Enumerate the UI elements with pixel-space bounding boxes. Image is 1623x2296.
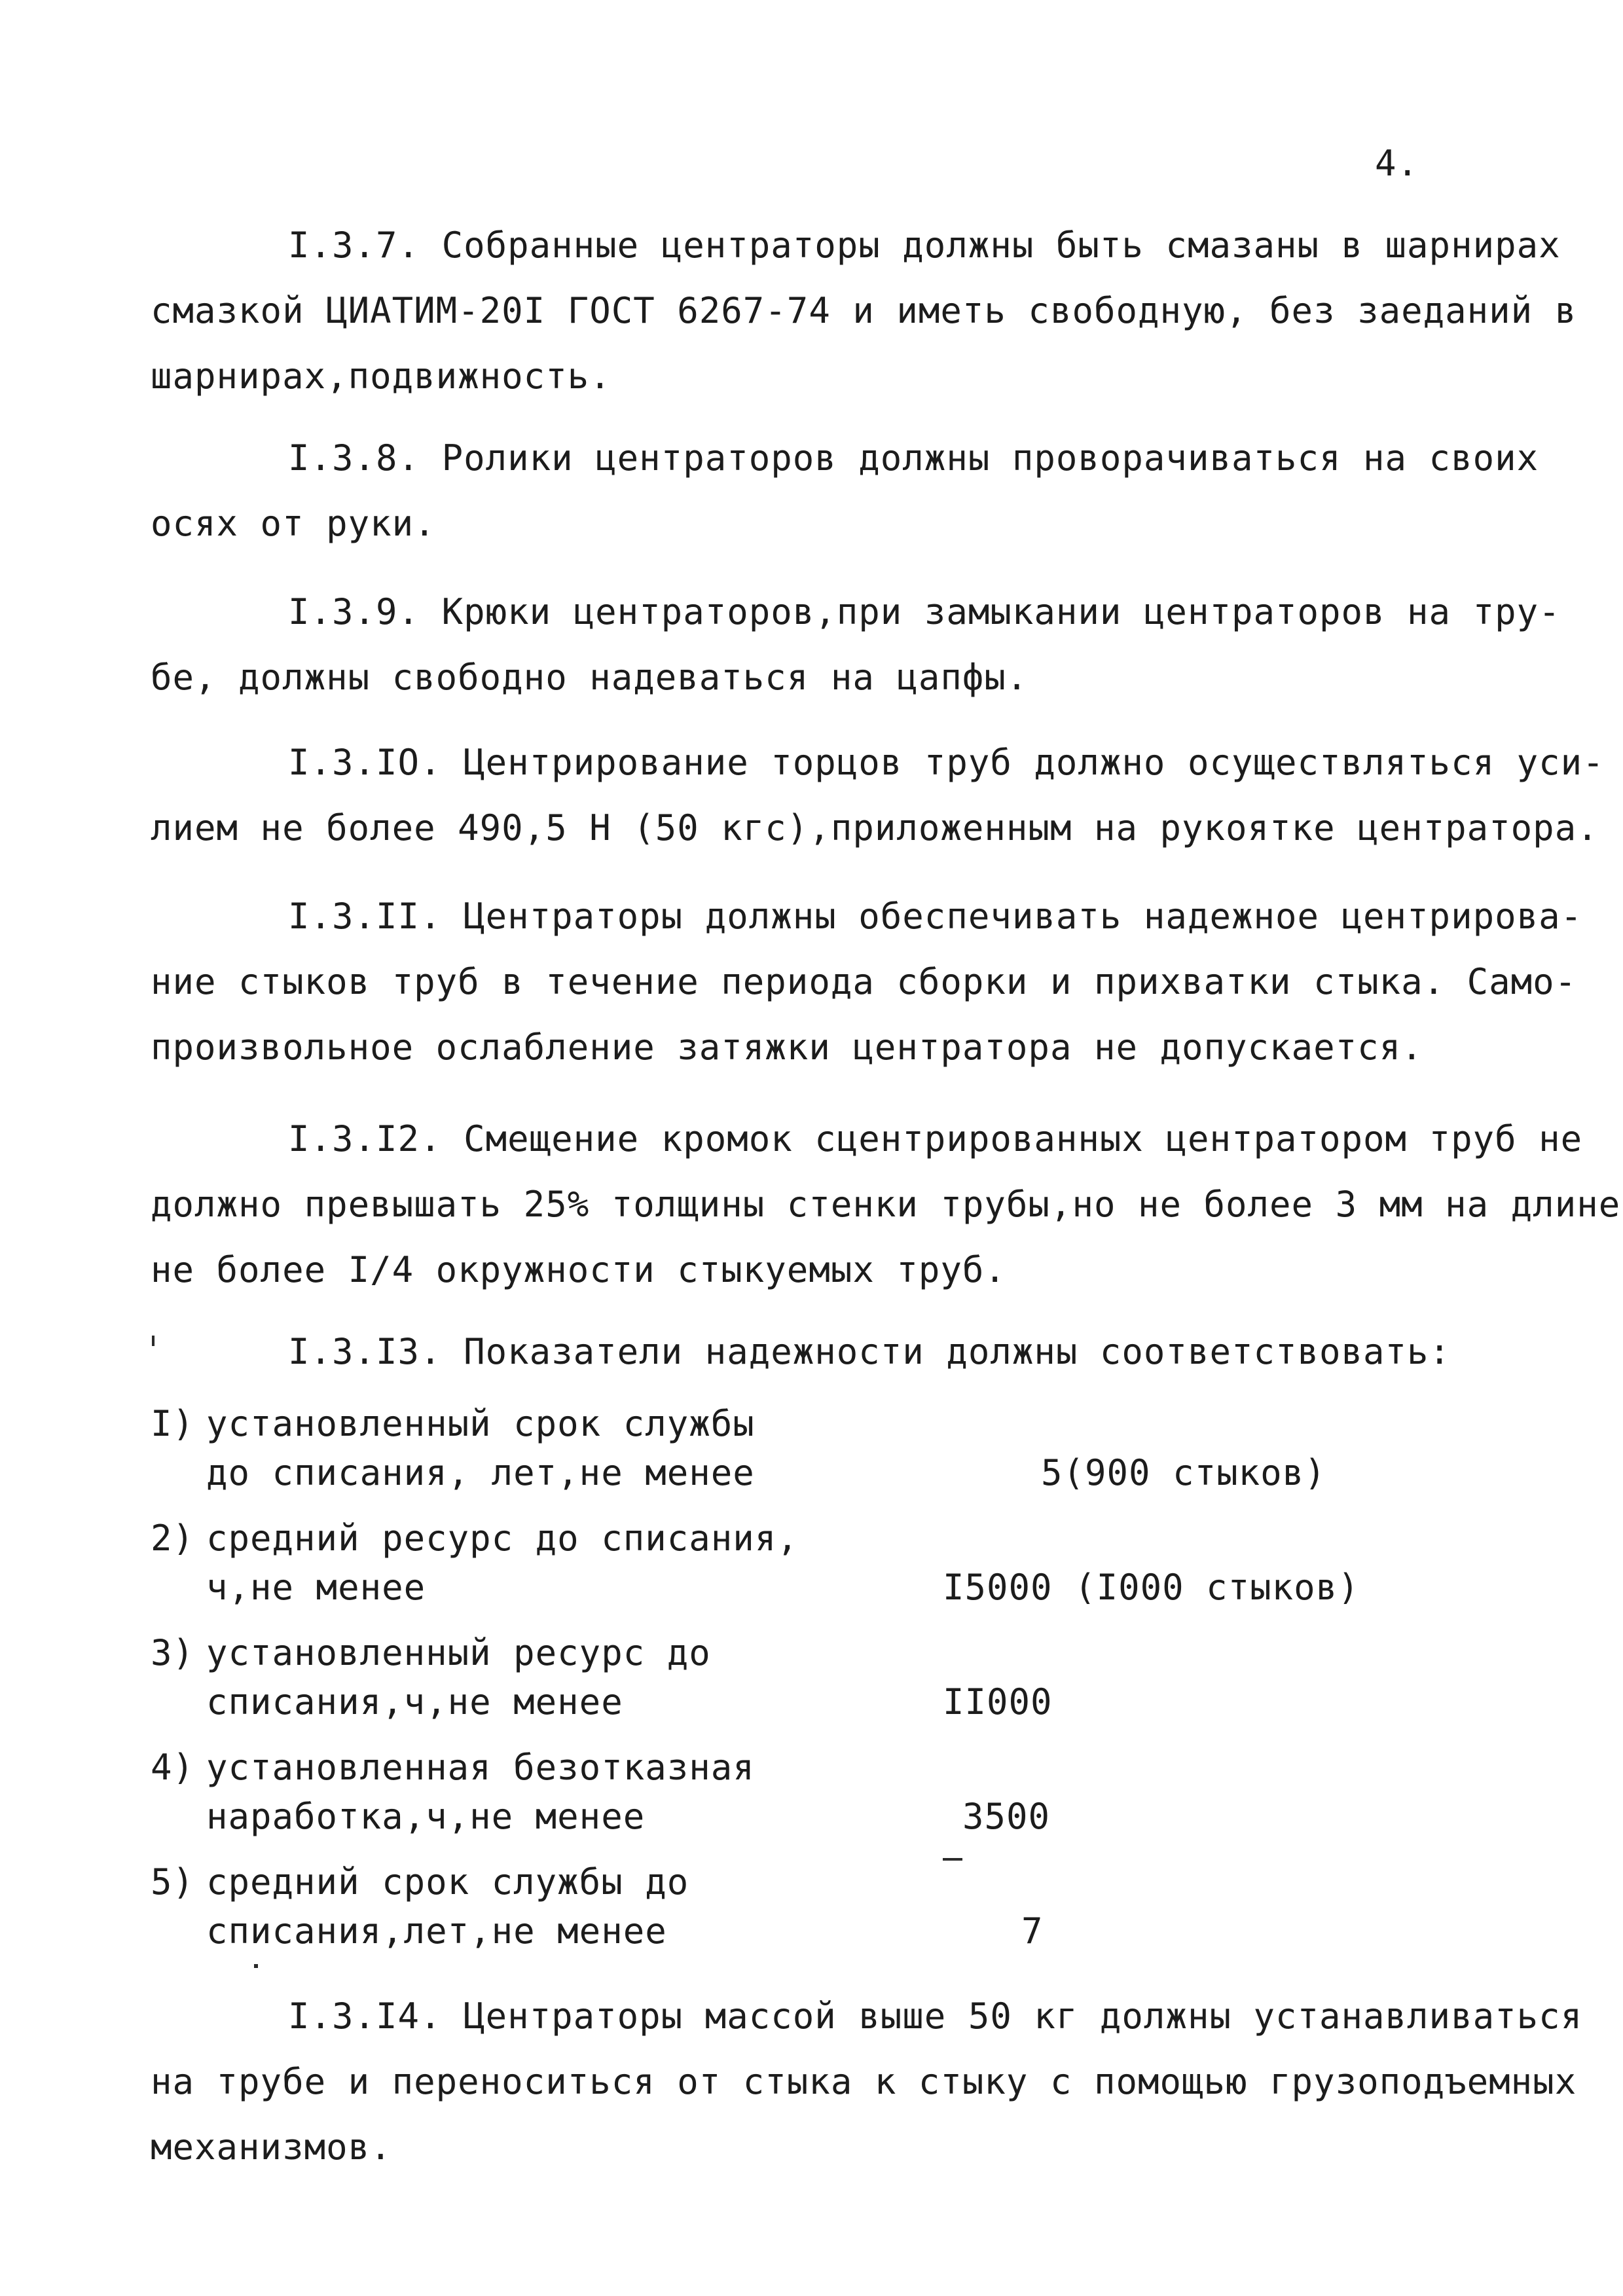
item-description: ч,не менее [206,1567,426,1608]
page-number: 4. [1375,143,1419,184]
stray-dot-mark [254,1964,258,1968]
item-description: установленная безотказная [206,1747,755,1788]
item-number: 4) [151,1747,195,1788]
item-value: 3500 [962,1796,1051,1837]
paragraph-line: I.3.8. Ролики центраторов должны проворачиваться на своих [288,437,1539,479]
paragraph-line: не более I/4 окружности стыкуемых труб. [151,1249,1006,1290]
item-description: наработка,ч,не менее [206,1796,646,1837]
paragraph-line: произвольное ослабление затяжки центратора не допускается. [151,1027,1423,1068]
margin-tick-mark [152,1336,155,1346]
paragraph-line: I.3.I4. Центраторы массой выше 50 кг должны устанавливаться [288,1995,1583,2037]
paragraph-line: I.3.9. Крюки центраторов,при замыкании центраторов на тру- [288,591,1561,632]
item-number: 2) [151,1518,195,1559]
paragraph-line: осях от руки. [151,503,436,544]
paragraph-line: механизмов. [151,2126,392,2168]
paragraph-line: I.3.7. Собранные центраторы должны быть смазаны в шарнирах [288,225,1561,266]
item-description: списания,лет,не менее [206,1910,667,1952]
item-number: I) [151,1403,195,1444]
item-description: средний ресурс до списания, [206,1518,799,1559]
paragraph-line: шарнирах,подвижность. [151,355,611,397]
item-description: установленный ресурс до [206,1632,711,1673]
paragraph-line: смазкой ЦИАТИМ-20I ГОСТ 6267-74 и иметь свободную, без заеданий в [151,290,1577,331]
paragraph-line: I.3.IO. Центрирование торцов труб должно осуществляться уси- [288,742,1605,783]
paragraph-line: ние стыков труб в течение периода сборки и прихватки стыка. Само- [151,961,1577,1002]
paragraph-line: I.3.I3. Показатели надежности должны соответствовать: [288,1331,1451,1372]
item-description: средний срок службы до [206,1861,689,1903]
stray-dash-mark [943,1858,962,1861]
item-value: II000 [943,1681,1053,1722]
item-value: I5000 (I000 стыков) [943,1567,1360,1608]
paragraph-line: бе, должны свободно надеваться на цапфы. [151,657,1029,698]
paragraph-line: I.3.I2. Смещение кромок сцентрированных центратором труб не [288,1118,1583,1159]
item-description: списания,ч,не менее [206,1681,623,1722]
item-value: 5(900 стыков) [1041,1452,1326,1493]
paragraph-line: на трубе и переноситься от стыка к стыку с помощью грузоподъемных [151,2061,1577,2102]
paragraph-line: лием не более 490,5 Н (50 кгс),приложенным на рукоятке центратора. [151,807,1599,848]
item-number: 5) [151,1861,195,1903]
item-number: 3) [151,1632,195,1673]
item-value: 7 [1021,1910,1044,1952]
item-description: до списания, лет,не менее [206,1452,755,1493]
paragraph-line: I.3.II. Центраторы должны обеспечивать надежное центрирова- [288,896,1583,937]
item-description: установленный срок службы [206,1403,755,1444]
paragraph-line: должно превышать 25% толщины стенки трубы,но не более 3 мм на длине [151,1184,1621,1225]
